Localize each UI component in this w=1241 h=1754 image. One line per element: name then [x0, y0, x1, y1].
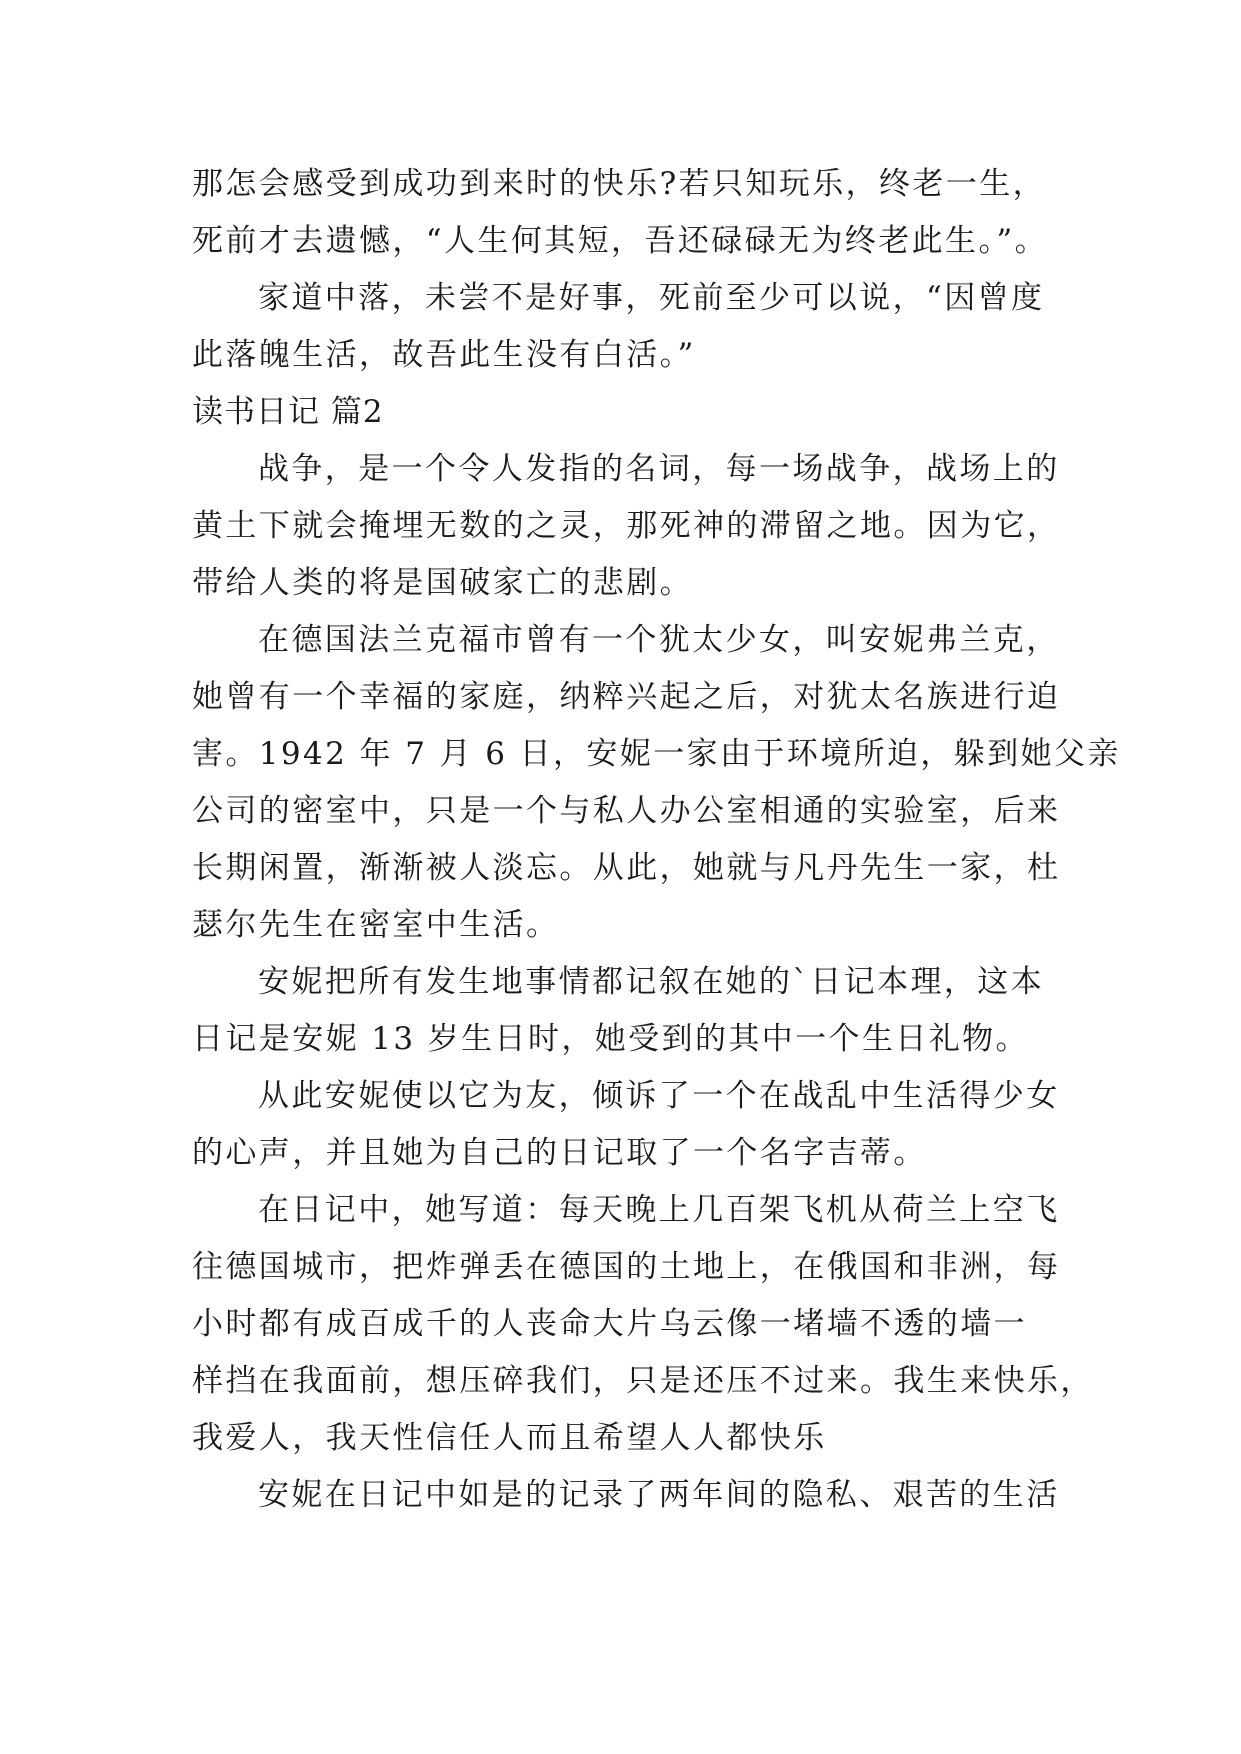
text-line: 样挡在我面前，想压碎我们，只是还压不过来。我生来快乐， [192, 1363, 1094, 1399]
text-line: 黄土下就会掩埋无数的之灵，那死神的滞留之地。因为它， [192, 508, 1061, 544]
text-line: 公司的密室中，只是一个与私人办公室相通的实验室，后来 [192, 793, 1061, 829]
paragraph-start: 在日记中，她写道：每天晚上几百架飞机从荷兰上空飞 [258, 1192, 1060, 1228]
text-line: 害。1942 年 7 月 6 日，安妮一家由于环境所迫，躲到她父亲 [192, 736, 1121, 772]
text-line: 带给人类的将是国破家亡的悲剧。 [192, 565, 693, 601]
text-line: 死前才去遗憾，“人生何其短，吾还碌碌无为终老此生。”。 [192, 223, 1048, 259]
paragraph-start: 安妮把所有发生地事情都记叙在她的`日记本理，这本 [258, 964, 1045, 1000]
paragraph-start: 安妮在日记中如是的记录了两年间的隐私、艰苦的生活 [258, 1477, 1060, 1513]
text-line: 我爱人，我天性信任人而且希望人人都快乐 [192, 1420, 827, 1456]
text-line: 往德国城市，把炸弹丢在德国的土地上，在俄国和非洲，每 [192, 1249, 1061, 1285]
document-body [192, 156, 1121, 1524]
paragraph-start: 在德国法兰克福市曾有一个犹太少女，叫安妮弗兰克， [258, 622, 1060, 658]
paragraph-start: 从此安妮使以它为友，倾诉了一个在战乱中生活得少女 [258, 1078, 1060, 1114]
paragraph-start: 战争，是一个令人发指的名词，每一场战争，战场上的 [258, 451, 1060, 487]
text-line: 小时都有成百成千的人丧命大片乌云像一堵墙不透的墙一 [192, 1306, 1027, 1342]
text-line: 她曾有一个幸福的家庭，纳粹兴起之后，对犹太名族进行迫 [192, 679, 1061, 715]
section-heading: 读书日记 篇2 [192, 394, 384, 430]
text-line: 的心声，并且她为自己的日记取了一个名字吉蒂。 [192, 1135, 927, 1171]
text-line: 那怎会感受到成功到来时的快乐?若只知玩乐，终老一生， [192, 166, 1047, 202]
paragraph-start: 家道中落，未尝不是好事，死前至少可以说，“因曾度 [258, 280, 1045, 316]
text-line: 此落魄生活，故吾此生没有白活。” [192, 337, 696, 373]
text-line: 瑟尔先生在密室中生活。 [192, 907, 560, 943]
text-line: 日记是安妮 13 岁生日时，她受到的其中一个生日礼物。 [192, 1021, 1029, 1057]
text-line: 长期闲置，渐渐被人淡忘。从此，她就与凡丹先生一家，杜 [192, 850, 1061, 886]
